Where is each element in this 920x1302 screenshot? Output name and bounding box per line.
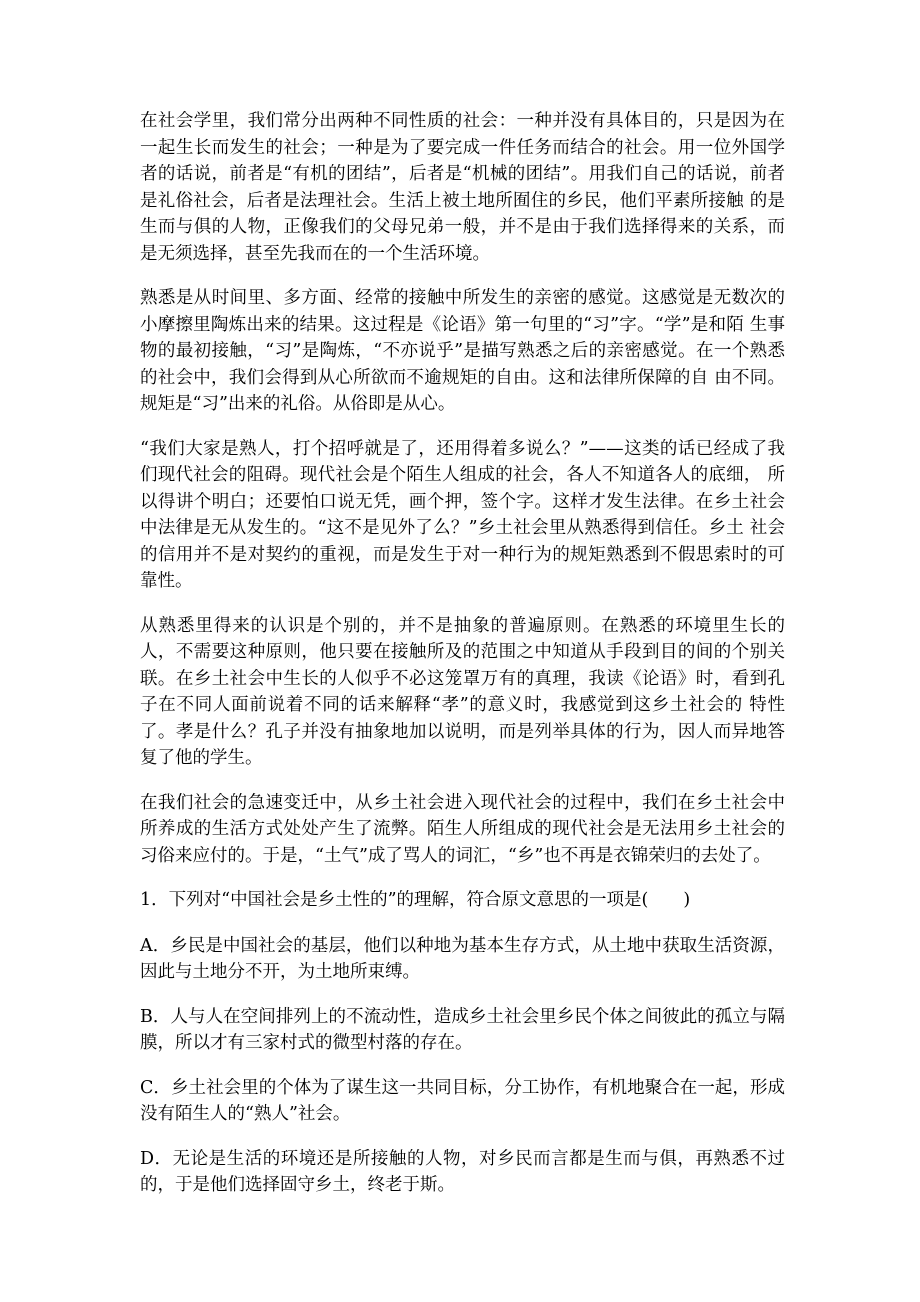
option-c: C．乡土社会里的个体为了谋生这一共同目标，分工协作，有机地聚合在一起，形成没有陌生人的“熟人”社会。 bbox=[140, 1077, 785, 1124]
passage-paragraph-2: 熟悉是从时间里、多方面、经常的接触中所发生的亲密的感觉。这感觉是无数次的小摩擦里陶炼出来的结果。这过程是《论语》第一句里的“习”字。“学”是和陌 生事物的最初接触，“习”是陶炼，“不亦说乎”是描写熟悉之后的亲密感觉。在一个熟悉的社会中，我们会得到从心所欲而不逾规矩的自由。这和法律所保障的自 由不同。规矩是“习”出来的礼俗。从俗即是从心。 bbox=[140, 288, 785, 414]
option-b: B．人与人在空间排列上的不流动性，造成乡土社会里乡民个体之间彼此的孤立与隔膜，所以才有三家村式的微型村落的存在。 bbox=[140, 1006, 785, 1053]
passage-paragraph-1: 在社会学里，我们常分出两种不同性质的社会：一种并没有具体目的，只是因为在一起生长而发生的社会；一种是为了要完成一件任务而结合的社会。用一位外国学 者的话说，前者是“有机的团结”，后者是“机械的团结”。用我们自己的话说，前者是礼俗社会，后者是法理社会。生活上被土地所囿住的乡民，他们平素所接触 的是生而与俱的人物，正像我们的父母兄弟一般，并不是由于我们选择得来的关系，而是无须选择，甚至先我而在的一个生活环境。 bbox=[140, 111, 785, 264]
question-stem: 1．下列对“中国社会是乡土性的”的理解，符合原文意思的一项是( ) bbox=[140, 890, 691, 910]
passage-paragraph-5: 在我们社会的急速变迁中，从乡土社会进入现代社会的过程中，我们在乡土社会中所养成的生活方式处处产生了流弊。陌生人所组成的现代社会是无法用乡土社会的习俗来应付的。于是，“土气”成了骂人的词汇，“乡”也不再是衣锦荣归的去处了。 bbox=[140, 792, 785, 866]
passage-paragraph-4: 从熟悉里得来的认识是个别的，并不是抽象的普遍原则。在熟悉的环境里生长的人，不需要这种原则，他只要在接触所及的范围之中知道从手段到目的间的个别关 联。在乡土社会中生长的人似乎不必这笼罩万有的真理，我读《论语》时，看到孔子在不同人面前说着不同的话来解释“孝”的意义时，我感觉到这乡土社会的 特性了。孝是什么？孔子并没有抽象地加以说明，而是列举具体的行为，因人而异地答复了他的学生。 bbox=[140, 615, 785, 768]
document-page bbox=[140, 108, 785, 1217]
option-a: A．乡民是中国社会的基层，他们以种地为基本生存方式，从土地中获取生活资源，因此与土地分不开，为土地所束缚。 bbox=[140, 935, 785, 982]
passage-paragraph-3: “我们大家是熟人，打个招呼就是了，还用得着多说么？”——这类的话已经成了我们现代社会的阻碍。现代社会是个陌生人组成的社会，各人不知道各人的底细， 所以得讲个明白；还要怕口说无凭，画个押，签个字。这样才发生法律。在乡土社会中法律是无从发生的。“这不是见外了么？”乡土社会里从熟悉得到信任。乡土 社会的信用并不是对契约的重视，而是发生于对一种行为的规矩熟悉到不假思索时的可靠性。 bbox=[140, 438, 785, 591]
option-d: D．无论是生活的环境还是所接触的人物，对乡民而言都是生而与俱，再熟悉不过的，于是他们选择固守乡土，终老于斯。 bbox=[140, 1148, 785, 1195]
